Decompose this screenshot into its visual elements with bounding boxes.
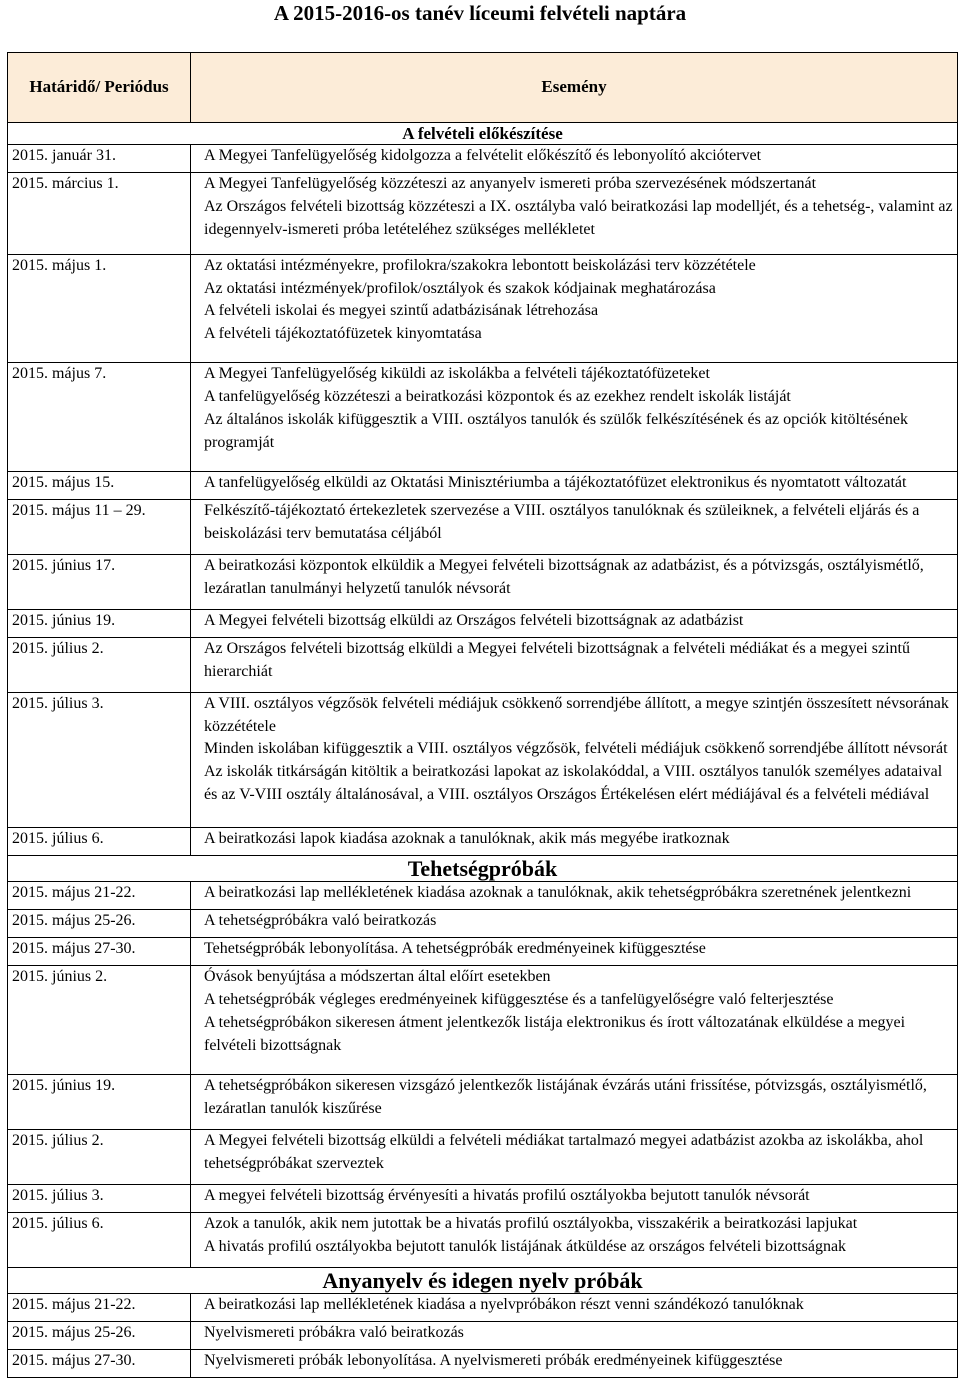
event-text: A felvételi tájékoztatófüzetek kinyomtatása bbox=[204, 325, 482, 343]
event-cell bbox=[191, 1293, 958, 1321]
event-text: Az Országos felvételi bizottság közzéteszi a IX. osztályba való beiratkozási lap modelljét, és a tehetség-, valamint az idegennyelv-ismereti próba letételéhez szükséges mellékletet bbox=[204, 197, 953, 238]
table-row bbox=[8, 1321, 958, 1349]
table-row bbox=[8, 472, 958, 500]
event-cell bbox=[191, 1321, 958, 1349]
event-text: A Megyei felvételi bizottság elküldi a felvételi médiákat tartalmazó megyei adatbázist azokba az iskolákba, ahol tehetségpróbákat szerveztek bbox=[204, 1131, 924, 1172]
deadline-cell: 2015. június 17. bbox=[8, 554, 191, 609]
event-text: A Megyei felvételi bizottság elküldi az Országos felvételi bizottságnak az adatbázist bbox=[204, 611, 744, 629]
event-cell bbox=[191, 1075, 958, 1130]
deadline-cell: 2015. május 21-22. bbox=[8, 1293, 191, 1321]
event-cell bbox=[191, 254, 958, 363]
event-text: Tehetségpróbák lebonyolítása. A tehetségpróbák eredményeinek kifüggesztése bbox=[204, 940, 706, 958]
event-text: A tanfelügyelőség közzéteszi a beiratkozási központok és az ezekhez rendelt iskolák listáját bbox=[204, 388, 791, 406]
table-row bbox=[8, 1129, 958, 1184]
event-text: A felvételi iskolai és megyei szintű adatbázisának létrehozása bbox=[204, 302, 599, 320]
event-cell bbox=[191, 1349, 958, 1377]
event-text: A tehetségpróbákon sikeresen vizsgázó jelentkezők listájának évzárás utáni frissítése, pótvizsgás, osztályismétlő, lezáratlan tanulók kiszűrése bbox=[204, 1077, 927, 1117]
deadline-cell: 2015. június 19. bbox=[8, 1075, 191, 1130]
event-text: A tehetségpróbák végleges eredményeinek kifüggesztése és a tanfelügyelőségre való felterjesztése bbox=[204, 991, 834, 1009]
event-cell bbox=[191, 500, 958, 555]
event-text: Az iskolák titkárságán kitöltik a beiratkozási lapokat az iskolakóddal, a VIII. osztályos tanulók személyes adataival és az V-VIII osztály általánosával, a VIII. osztályos Országos Értékelésen elért médiájával és a felvételi médiával bbox=[204, 763, 943, 803]
table-row bbox=[8, 637, 958, 692]
event-text: A VIII. osztályos végzősök felvételi médiájuk csökkenő sorrendjébe állított, a megye szintjén összesített névsorának közzététele bbox=[204, 694, 949, 735]
event-cell bbox=[191, 1129, 958, 1184]
header-deadline: Határidő/ Periódus bbox=[8, 53, 191, 123]
event-text: A Megyei Tanfelügyelőség kidolgozza a felvételit előkészítő és lebonyolító akciótervet bbox=[204, 147, 762, 164]
event-cell bbox=[191, 692, 958, 827]
document-title: A 2015-2016-os tanév líceumi felvételi naptára bbox=[273, 1, 687, 25]
deadline-cell: 2015. június 19. bbox=[8, 609, 191, 637]
deadline-cell: 2015. május 27-30. bbox=[8, 938, 191, 966]
header-event: Esemény bbox=[191, 53, 958, 123]
deadline-cell: 2015. július 6. bbox=[8, 828, 191, 856]
event-text: A beiratkozási lap mellékletének kiadása azoknak a tanulóknak, akik tehetségpróbákra szeretnének jelentkezni bbox=[204, 884, 912, 902]
table-row bbox=[8, 173, 958, 255]
event-cell bbox=[191, 472, 958, 500]
deadline-cell: 2015. május 1. bbox=[8, 254, 191, 363]
event-cell bbox=[191, 363, 958, 472]
deadline-cell: 2015. július 3. bbox=[8, 1184, 191, 1212]
event-cell bbox=[191, 173, 958, 255]
deadline-cell: 2015. január 31. bbox=[8, 145, 191, 173]
event-cell bbox=[191, 938, 958, 966]
event-text: Felkészítő-tájékoztató értekezletek szervezése a VIII. osztályos tanulóknak és szüleiknek, a felvételi eljárás és a beiskolázási terv bemutatása céljából bbox=[204, 502, 920, 542]
deadline-cell: 2015. május 11 – 29. bbox=[8, 500, 191, 555]
event-text: A Megyei Tanfelügyelőség közzéteszi az anyanyelv ismereti próba szervezésének módszertanát bbox=[204, 175, 817, 193]
event-text: A Megyei Tanfelügyelőség kiküldi az iskolákba a felvételi tájékoztatófüzeteket bbox=[204, 365, 710, 383]
event-cell bbox=[191, 882, 958, 910]
event-text: Nyelvismereti próbákra való beiratkozás bbox=[204, 1323, 464, 1341]
table-row bbox=[8, 910, 958, 938]
event-text: A megyei felvételi bizottság érvényesíti a hivatás profilú osztályokba bejutott tanulók névsorát bbox=[204, 1186, 810, 1204]
calendar-table bbox=[7, 52, 958, 1378]
event-text: Azok a tanulók, akik nem jutottak be a hivatás profilú osztályokba, visszakérik a beiratkozási lapjukat bbox=[204, 1214, 858, 1232]
event-text: Az általános iskolák kifüggesztik a VIII. osztályos tanulók és szülők felkészítésének és az opciók kitöltésének programját bbox=[204, 411, 908, 451]
table-row bbox=[8, 609, 958, 637]
deadline-cell: 2015. május 21-22. bbox=[8, 882, 191, 910]
event-cell bbox=[191, 609, 958, 637]
table-row bbox=[8, 254, 958, 363]
event-text: A beiratkozási lapok kiadása azoknak a tanulóknak, akik más megyébe iratkoznak bbox=[204, 830, 730, 848]
table-row bbox=[8, 1293, 958, 1321]
deadline-cell: 2015. július 2. bbox=[8, 1129, 191, 1184]
event-cell bbox=[191, 1184, 958, 1212]
event-cell bbox=[191, 637, 958, 692]
deadline-cell: 2015. május 27-30. bbox=[8, 1349, 191, 1377]
deadline-cell: 2015. július 3. bbox=[8, 692, 191, 827]
deadline-cell: 2015. május 25-26. bbox=[8, 1321, 191, 1349]
section-heading: Tehetségpróbák bbox=[8, 856, 958, 882]
deadline-cell: 2015. május 15. bbox=[8, 472, 191, 500]
section-heading: Anyanyelv és idegen nyelv próbák bbox=[8, 1267, 958, 1293]
event-text: Minden iskolában kifüggesztik a VIII. osztályos végzősök, felvételi médiájuk csökkenő sorrendjébe állított névsorát bbox=[204, 740, 948, 758]
section-heading: A felvételi előkészítése bbox=[8, 123, 958, 145]
table-row bbox=[8, 966, 958, 1075]
event-text: Nyelvismereti próbák lebonyolítása. A nyelvismereti próbák eredményeinek kifüggesztése bbox=[204, 1351, 783, 1369]
section-heading-row bbox=[8, 856, 958, 882]
table-row bbox=[8, 363, 958, 472]
event-text: A beiratkozási központok elküldik a Megyei felvételi bizottságnak az adatbázist, és a pótvizsgás, osztályismétlő, lezáratlan tanulmányi helyzetű tanulók névsorát bbox=[204, 556, 924, 597]
table-row bbox=[8, 882, 958, 910]
deadline-cell: 2015. május 25-26. bbox=[8, 910, 191, 938]
deadline-cell: 2015. július 6. bbox=[8, 1212, 191, 1267]
event-text: Az oktatási intézmények/profilok/osztályok és szakok kódjainak meghatározása bbox=[204, 279, 716, 297]
table-row bbox=[8, 1349, 958, 1377]
table-row bbox=[8, 1212, 958, 1267]
event-text: A tanfelügyelőség elküldi az Oktatási Minisztériumba a tájékoztatófüzet elektronikus és nyomtatott változatát bbox=[204, 474, 907, 492]
event-cell bbox=[191, 145, 958, 173]
section-heading-row bbox=[8, 1267, 958, 1293]
event-cell bbox=[191, 1212, 958, 1267]
deadline-cell: 2015. július 2. bbox=[8, 637, 191, 692]
table-header-row bbox=[8, 53, 958, 123]
event-cell bbox=[191, 910, 958, 938]
event-cell bbox=[191, 828, 958, 856]
deadline-cell: 2015. május 7. bbox=[8, 363, 191, 472]
event-text: A beiratkozási lap mellékletének kiadása a nyelvpróbákon részt venni szándékozó tanulóknak bbox=[204, 1295, 804, 1313]
table-row bbox=[8, 500, 958, 555]
event-text: A tehetségpróbákon sikeresen átment jelentkezők listája elektronikus és írott változatának elküldése a megyei felvételi bizottságnak bbox=[204, 1013, 906, 1054]
table-row bbox=[8, 828, 958, 856]
deadline-cell: 2015. március 1. bbox=[8, 173, 191, 255]
table-row bbox=[8, 1184, 958, 1212]
event-text: A tehetségpróbákra való beiratkozás bbox=[204, 912, 437, 930]
table-row bbox=[8, 938, 958, 966]
event-cell bbox=[191, 554, 958, 609]
deadline-cell: 2015. június 2. bbox=[8, 966, 191, 1075]
table-row bbox=[8, 1075, 958, 1130]
table-row bbox=[8, 554, 958, 609]
event-text: A hivatás profilú osztályokba bejutott tanulók listájának átküldése az országos felvételi bizottságnak bbox=[204, 1237, 847, 1255]
calendar-table-body bbox=[8, 53, 958, 1378]
event-text: Az oktatási intézményekre, profilokra/szakokra lebontott beiskolázási terv közzététele bbox=[204, 256, 756, 274]
event-cell bbox=[191, 966, 958, 1075]
event-text: Óvások benyújtása a módszertan által előírt esetekben bbox=[204, 968, 551, 986]
event-text: Az Országos felvételi bizottság elküldi a Megyei felvételi bizottságnak a felvételi médiákat és a megyei szintű hierarchiát bbox=[204, 639, 910, 680]
section-heading-row bbox=[8, 123, 958, 145]
table-row bbox=[8, 145, 958, 173]
table-row bbox=[8, 692, 958, 827]
